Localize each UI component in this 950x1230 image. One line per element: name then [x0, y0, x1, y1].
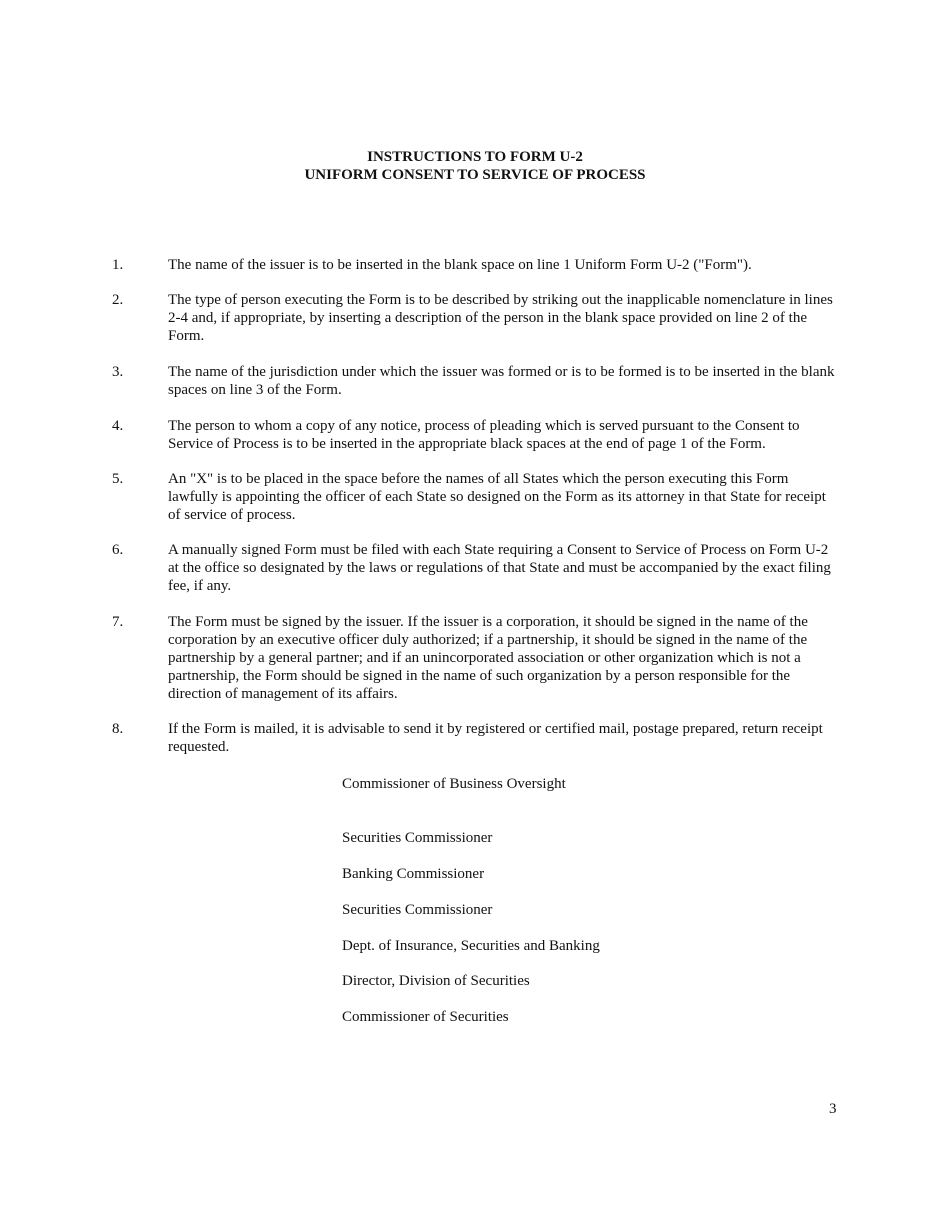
instruction-text: The type of person executing the Form is to be described by striking out the inapplicable nomenclature in lines 2-4 and, if appropriate, by inserting a description of the person in the blank space provided on line 2 of the Form.: [168, 292, 833, 344]
instruction-number: 7.: [112, 614, 124, 630]
instruction-text: The Form must be signed by the issuer. If the issuer is a corporation, it should be signed in the name of the corporation by an executive officer duly authorized; if a partnership, it should be signed in the name of the partnership by a general partner; and if an unincorporated association or other organization which is not a partnership, the Form should be signed in the name of such organization by a person responsible for the direction of management of its affairs.: [168, 614, 808, 702]
officer-entry: Commissioner of Business Oversight: [342, 776, 566, 792]
officer-entry: Securities Commissioner: [342, 902, 493, 918]
officer-entry: Banking Commissioner: [342, 866, 485, 882]
instruction-text: An "X" is to be placed in the space before the names of all States which the person executing this Form lawfully is appointing the officer of each State so designed on the Form as its attorney in that State for receipt of service of process.: [168, 471, 826, 523]
instruction-number: 5.: [112, 471, 124, 487]
instruction-item-2: [112, 291, 836, 345]
instruction-item-5: [112, 470, 836, 524]
instruction-number: 1.: [112, 257, 124, 273]
instruction-item-7: [112, 613, 836, 703]
instruction-number: 4.: [112, 418, 124, 434]
instruction-number: 6.: [112, 542, 124, 558]
officer-entry: Dept. of Insurance, Securities and Banking: [342, 938, 600, 954]
instruction-item-1: [112, 256, 836, 274]
instruction-item-6: [112, 541, 836, 595]
instruction-item-4: [112, 417, 836, 453]
instruction-text: The person to whom a copy of any notice, process of pleading which is served pursuant to the Consent to Service of Process is to be inserted in the appropriate black spaces at the end of page 1 of the Form.: [168, 418, 800, 452]
officer-entry: Commissioner of Securities: [342, 1009, 509, 1025]
instruction-item-3: [112, 363, 836, 399]
officer-entry: Director, Division of Securities: [342, 973, 530, 989]
instruction-text: A manually signed Form must be filed with each State requiring a Consent to Service of Process on Form U-2 at the office so designated by the laws or regulations of that State and must be accompanied by the exact filing fee, if any.: [168, 542, 831, 594]
instruction-number: 2.: [112, 292, 124, 308]
instruction-text: If the Form is mailed, it is advisable to send it by registered or certified mail, postage prepared, return receipt requested.: [168, 721, 823, 755]
instruction-text: The name of the jurisdiction under which the issuer was formed or is to be formed is to be inserted in the blank spaces on line 3 of the Form.: [168, 364, 835, 398]
instruction-item-8: [112, 720, 836, 756]
instruction-number: 8.: [112, 721, 124, 737]
document-title-line-1: INSTRUCTIONS TO FORM U-2: [367, 149, 583, 165]
officer-entry: Securities Commissioner: [342, 830, 493, 846]
instruction-number: 3.: [112, 364, 124, 380]
page-number: 3: [829, 1101, 837, 1117]
document-title-line-2: UNIFORM CONSENT TO SERVICE OF PROCESS: [304, 167, 646, 183]
instruction-text: The name of the issuer is to be inserted in the blank space on line 1 Uniform Form U-2 ("Form").: [168, 257, 752, 273]
